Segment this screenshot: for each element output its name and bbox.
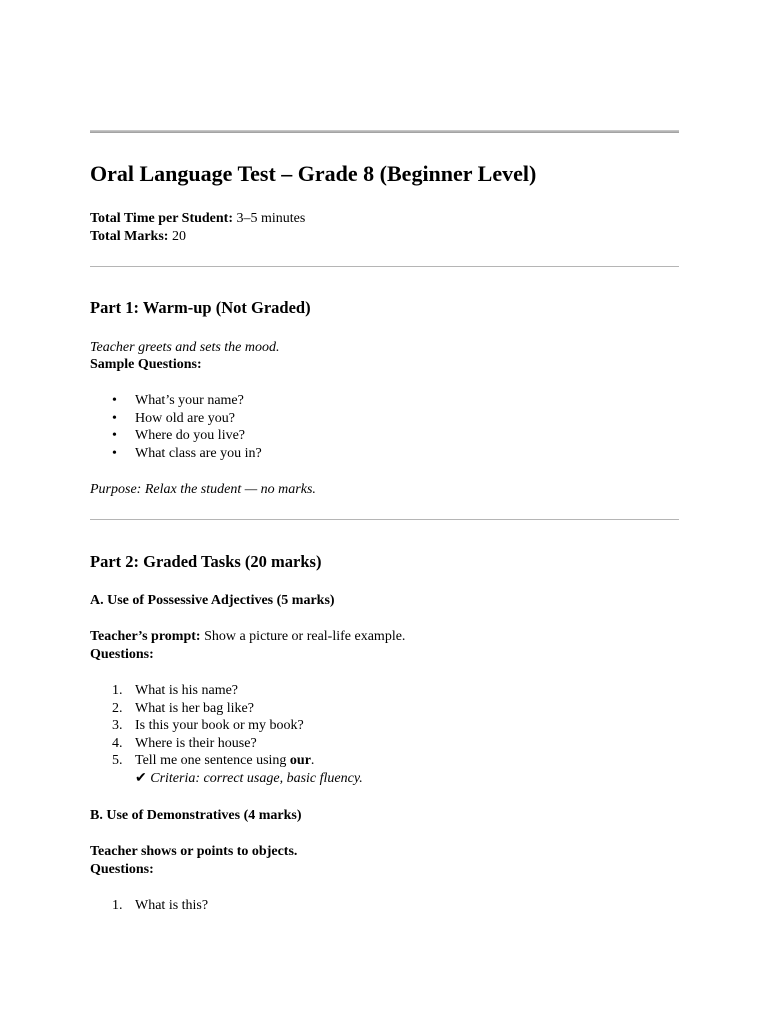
criteria-text: Criteria: correct usage, basic fluency. bbox=[150, 770, 363, 786]
list-item: 3. Is this your book or my book? bbox=[112, 718, 304, 734]
list-item: • How old are you? bbox=[112, 410, 235, 426]
time-label: Total Time per Student: bbox=[90, 211, 234, 226]
teacher-prompt-line bbox=[90, 628, 405, 646]
bullet-icon: • bbox=[112, 410, 117, 426]
possessive-questions-list bbox=[90, 682, 679, 788]
bullet-icon: • bbox=[112, 445, 117, 461]
marks-value: 20 bbox=[171, 229, 186, 244]
divider bbox=[90, 266, 679, 267]
list-item: 2. What is her bag like? bbox=[112, 700, 254, 716]
list-item: 1. What is his name? bbox=[112, 683, 239, 698]
time-value: 3–5 minutes bbox=[236, 211, 306, 226]
list-item: 4. Where is their house? bbox=[112, 735, 257, 751]
part1-intro: Teacher greets and sets the mood. bbox=[90, 340, 280, 355]
part1-heading: Part 1: Warm-up (Not Graded) bbox=[90, 298, 311, 317]
bullet-icon: • bbox=[112, 393, 117, 408]
bullet-icon: • bbox=[112, 428, 117, 444]
page-title: Oral Language Test – Grade 8 (Beginner Level) bbox=[90, 161, 537, 186]
divider bbox=[90, 519, 679, 520]
section-b-heading: B. Use of Demonstratives (4 marks) bbox=[90, 808, 302, 823]
marks-line bbox=[90, 228, 186, 246]
warmup-questions-list bbox=[90, 392, 679, 462]
list-item: • What class are you in? bbox=[112, 445, 262, 461]
prompt-text: Show a picture or real-life example. bbox=[204, 629, 406, 644]
top-rule bbox=[90, 130, 679, 133]
questions-label: Questions: bbox=[90, 647, 154, 662]
checkmark-icon: ✔ bbox=[135, 770, 147, 786]
list-item: • What’s your name? bbox=[112, 393, 244, 408]
list-item: 5. Tell me one sentence using our. ✔ Criteria: correct usage, basic fluency. bbox=[112, 753, 363, 786]
list-item: 1. What is this? bbox=[112, 898, 209, 913]
part1-purpose: Purpose: Relax the student — no marks. bbox=[90, 482, 316, 497]
demonstrative-questions-list bbox=[90, 897, 679, 915]
part2-heading: Part 2: Graded Tasks (20 marks) bbox=[90, 552, 322, 571]
section-b-intro: Teacher shows or points to objects. bbox=[90, 844, 298, 859]
time-line bbox=[90, 210, 305, 228]
sample-questions-label: Sample Questions: bbox=[90, 357, 202, 372]
questions-label: Questions: bbox=[90, 862, 154, 877]
marks-label: Total Marks: bbox=[90, 229, 169, 244]
prompt-label: Teacher’s prompt: bbox=[90, 629, 201, 644]
list-item: • Where do you live? bbox=[112, 428, 246, 444]
section-a-heading: A. Use of Possessive Adjectives (5 marks) bbox=[90, 593, 335, 608]
